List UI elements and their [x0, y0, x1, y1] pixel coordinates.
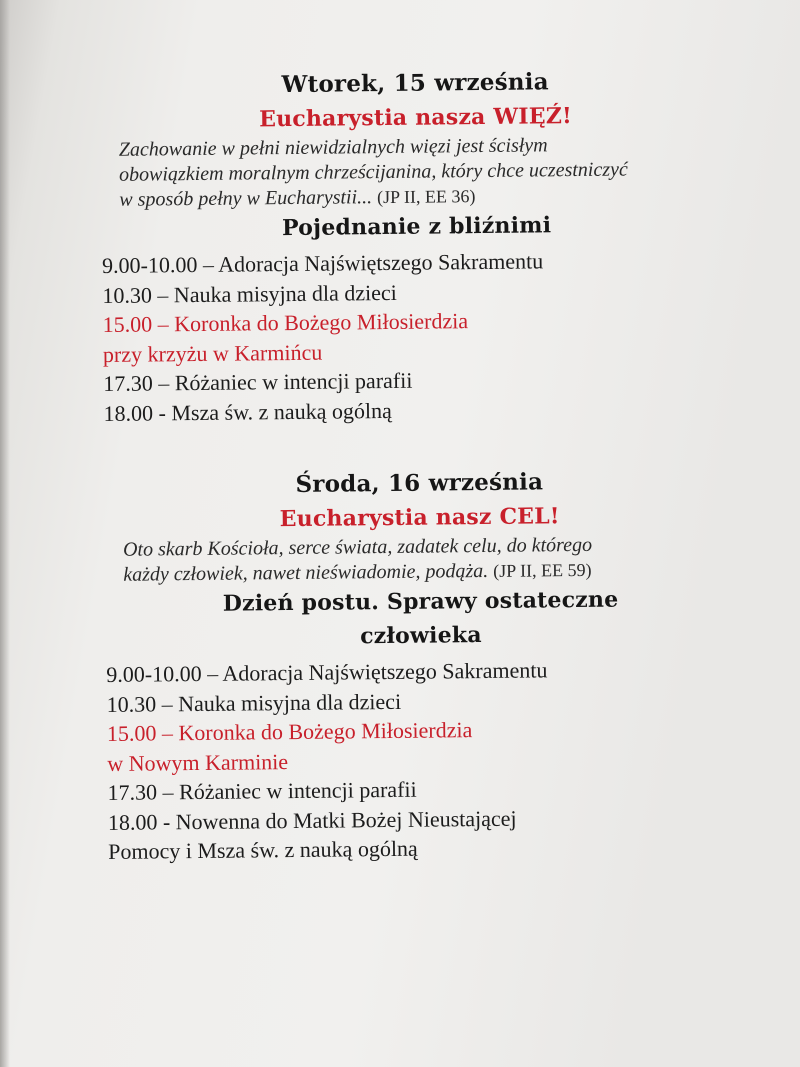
schedule-item: 17.30 – Różaniec w intencji parafii: [107, 776, 417, 805]
quote-line: każdy człowiek, nawet nieświadomie, podąża.: [123, 559, 489, 586]
quote-line: Oto skarb Kościoła, serce świata, zadatek celu, do którego: [122, 533, 593, 561]
quote-line: obowiązkiem moralnym chrześcijanina, który chce uczestniczyć: [118, 158, 628, 186]
section-spacer: [104, 421, 734, 470]
quote-reference: (JP II, EE 36): [377, 186, 476, 208]
quote-line: w sposób pełny w Eucharystii...: [119, 186, 373, 211]
theme-heading: Eucharystia nasz CEL!: [279, 503, 560, 533]
day-heading: Wtorek, 15 września: [281, 68, 549, 99]
schedule-item: 9.00-10.00 – Adoracja Najświętszego Sakramentu: [106, 657, 548, 687]
schedule-list: [106, 653, 738, 866]
schedule-item: Pomocy i Msza św. z nauką ogólną: [108, 835, 418, 864]
topic-heading: Pojednanie z bliźnimi: [281, 212, 552, 242]
schedule-item: 17.30 – Różaniec w intencji parafii: [103, 367, 413, 396]
quote-block: [105, 531, 735, 588]
quote-block: [101, 131, 732, 213]
topic-heading: Dzień postu. Sprawy ostateczne: [222, 586, 619, 617]
quote-line: Zachowanie w pełni niewidzialnych więzi jest ścisłym: [118, 134, 548, 161]
schedule-item-highlight: 15.00 – Koronka do Bożego Miłosierdzia: [102, 308, 469, 337]
schedule-item: 10.30 – Nauka misyjna dla dzieci: [106, 688, 402, 717]
program-page: [100, 63, 738, 866]
schedule-item-highlight: przy krzyżu w Karmińcu: [102, 339, 323, 367]
schedule-item-highlight: 15.00 – Koronka do Bożego Miłosierdzia: [106, 717, 473, 746]
day-heading: Środa, 16 września: [295, 468, 544, 498]
schedule-item: 10.30 – Nauka misyjna dla dzieci: [102, 279, 397, 308]
schedule-item: 18.00 - Nowenna do Matki Bożej Nieustającej: [107, 805, 517, 835]
schedule-item-highlight: w Nowym Karminie: [107, 748, 289, 776]
day-section-wednesday: [104, 463, 738, 866]
quote-reference: (JP II, EE 59): [493, 559, 592, 581]
theme-heading: Eucharystia nasza WIĘŹ!: [259, 103, 573, 133]
page-fold-shadow: [0, 0, 10, 1067]
topic-heading-continued: człowieka: [359, 622, 482, 650]
schedule-item: 18.00 - Msza św. z nauką ogólną: [103, 397, 392, 426]
schedule-item: 9.00-10.00 – Adoracja Najświętszego Sakramentu: [101, 248, 544, 278]
day-section-tuesday: [100, 63, 734, 428]
schedule-list: [102, 244, 734, 428]
